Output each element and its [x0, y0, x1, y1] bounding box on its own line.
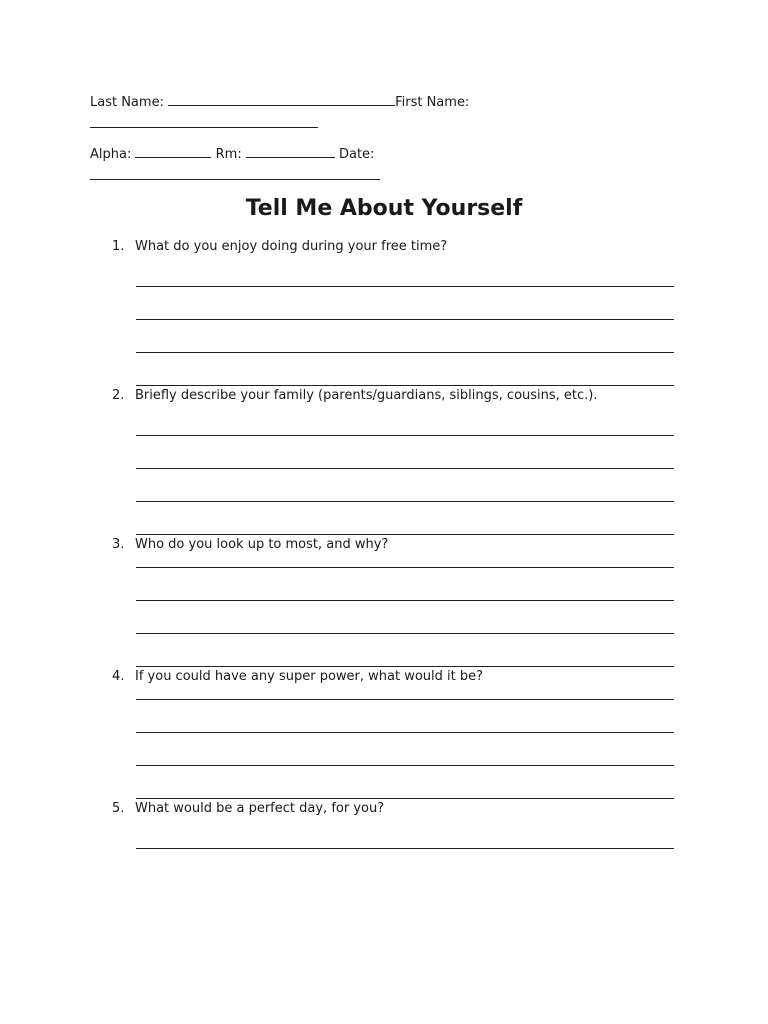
question-number: 3. [112, 537, 125, 552]
last-name-label: Last Name: [90, 95, 164, 110]
answer-line[interactable] [136, 666, 674, 667]
question-text: What would be a perfect day, for you? [135, 801, 385, 816]
first-name-row [90, 115, 318, 133]
question-number: 4. [112, 669, 125, 684]
answer-line[interactable] [136, 501, 674, 502]
answer-line[interactable] [136, 352, 674, 353]
question-number: 1. [112, 239, 125, 254]
date-row [90, 167, 380, 185]
first-name-blank[interactable] [90, 115, 318, 128]
answer-line[interactable] [136, 534, 674, 535]
question-5 [112, 801, 384, 817]
answer-line[interactable] [136, 732, 674, 733]
date-label: Date: [338, 147, 375, 162]
question-1 [112, 239, 447, 255]
answer-line[interactable] [136, 798, 674, 799]
alpha-row [90, 145, 374, 163]
answer-line[interactable] [136, 319, 674, 320]
answer-line[interactable] [136, 435, 674, 436]
alpha-label: Alpha: [90, 147, 132, 162]
date-blank[interactable] [90, 167, 380, 180]
question-number: 2. [112, 388, 125, 403]
answer-line[interactable] [136, 286, 674, 287]
alpha-blank[interactable] [135, 145, 211, 158]
question-3 [112, 537, 388, 553]
question-text: If you could have any super power, what would it be? [135, 669, 484, 684]
question-text: What do you enjoy doing during your free time? [135, 239, 448, 254]
rm-blank[interactable] [246, 145, 335, 158]
first-name-label: First Name: [395, 95, 470, 110]
question-4 [112, 669, 483, 685]
answer-line[interactable] [136, 848, 674, 849]
page-title: Tell Me About Yourself [245, 196, 523, 221]
question-2 [112, 388, 598, 404]
name-row [90, 93, 469, 111]
answer-line[interactable] [136, 468, 674, 469]
rm-label: Rm: [215, 147, 242, 162]
answer-line[interactable] [136, 765, 674, 766]
answer-line[interactable] [136, 633, 674, 634]
question-text: Briefly describe your family (parents/guardians, siblings, cousins, etc.). [135, 388, 598, 403]
answer-line[interactable] [136, 600, 674, 601]
last-name-blank[interactable] [168, 93, 395, 106]
question-number: 5. [112, 801, 125, 816]
answer-line[interactable] [136, 567, 674, 568]
question-text: Who do you look up to most, and why? [135, 537, 389, 552]
answer-line[interactable] [136, 385, 674, 386]
answer-line[interactable] [136, 699, 674, 700]
